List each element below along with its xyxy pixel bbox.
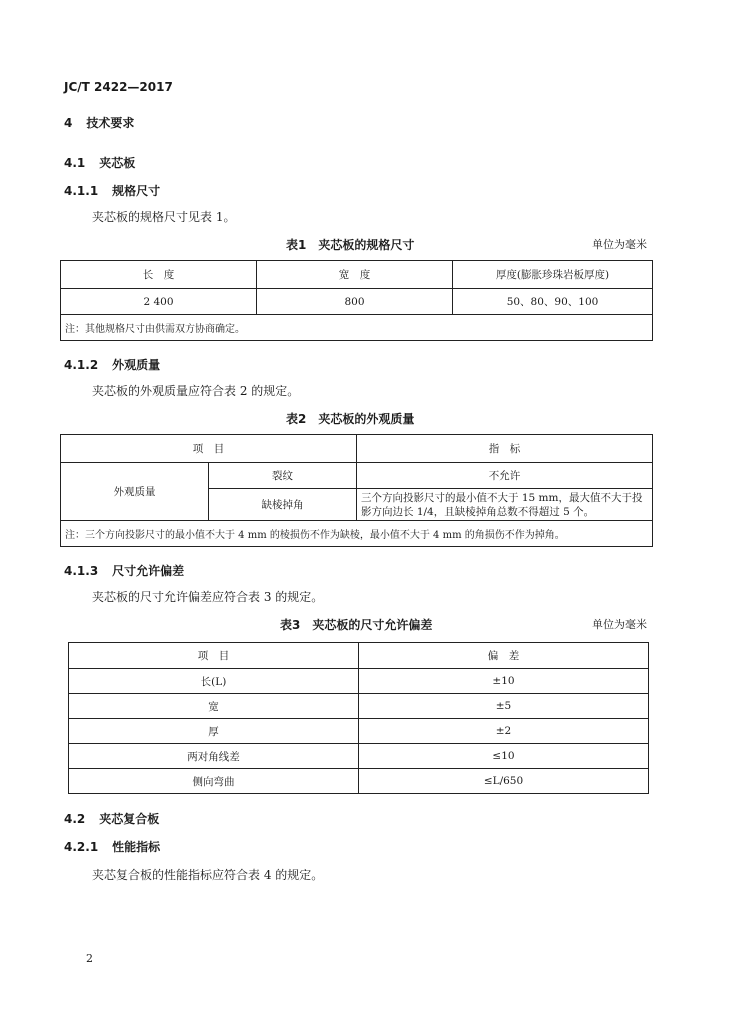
section-title: 规格尺寸 — [112, 184, 161, 198]
table2-caption: 表2 夹芯板的外观质量 — [286, 412, 415, 426]
section-title: 外观质量 — [112, 358, 161, 372]
table3-item: 两对角线差 — [69, 744, 359, 769]
section-number: 4.2 — [64, 812, 86, 826]
table3-item: 侧向弯曲 — [69, 769, 359, 794]
section-title: 性能指标 — [112, 840, 161, 854]
table3-caption: 表3 夹芯板的尺寸允许偏差 — [280, 618, 433, 632]
table2 — [60, 434, 653, 547]
table3-value: ≤10 — [359, 744, 649, 769]
table3-header-deviation: 偏 差 — [359, 643, 649, 669]
table2-header-index: 指 标 — [357, 435, 653, 463]
table3-item: 厚 — [69, 719, 359, 744]
table3-unit: 单位为毫米 — [592, 618, 647, 631]
section-number: 4 — [64, 116, 73, 130]
section-4-1-3-text: 夹芯板的尺寸允许偏差应符合表 3 的规定。 — [92, 590, 324, 604]
table2-item: 裂纹 — [209, 463, 357, 489]
table3-item: 长(L) — [69, 669, 359, 694]
table2-item: 缺棱掉角 — [209, 489, 357, 521]
section-4-1-3-heading — [64, 562, 184, 579]
table3-item: 宽 — [69, 694, 359, 719]
table1-cell: 50、80、90、100 — [453, 289, 653, 315]
section-number: 4.1 — [64, 156, 86, 170]
table1-note: 注：其他规格尺寸由供需双方协商确定。 — [61, 315, 653, 341]
table1-caption: 表1 夹芯板的规格尺寸 — [286, 238, 415, 252]
section-4-1-2-text: 夹芯板的外观质量应符合表 2 的规定。 — [92, 384, 300, 398]
table1-cell: 800 — [257, 289, 453, 315]
document-code: JC/T 2422—2017 — [64, 80, 173, 94]
table2-group-label: 外观质量 — [61, 463, 209, 521]
section-title: 技术要求 — [86, 116, 135, 130]
section-number: 4.2.1 — [64, 840, 99, 854]
table3-value: ±10 — [359, 669, 649, 694]
table3-value: ±2 — [359, 719, 649, 744]
table1-header-width: 宽 度 — [257, 261, 453, 289]
table1-header-length: 长 度 — [61, 261, 257, 289]
section-4-heading — [64, 114, 134, 131]
table1-unit: 单位为毫米 — [592, 238, 647, 251]
section-number: 4.1.2 — [64, 358, 99, 372]
table2-value: 三个方向投影尺寸的最小值不大于 15 mm，最大值不大于投影方向边长 1/4，且缺棱掉角总数不得超过 5 个。 — [357, 489, 653, 521]
section-4-2-heading — [64, 810, 159, 827]
section-number: 4.1.1 — [64, 184, 99, 198]
table1-cell: 2 400 — [61, 289, 257, 315]
section-4-1-1-heading — [64, 182, 160, 199]
section-4-1-heading — [64, 154, 135, 171]
section-4-2-1-heading — [64, 838, 160, 855]
section-title: 尺寸允许偏差 — [112, 564, 185, 578]
section-4-1-2-heading — [64, 356, 160, 373]
section-title: 夹芯复合板 — [99, 812, 160, 826]
section-4-2-1-text: 夹芯复合板的性能指标应符合表 4 的规定。 — [92, 868, 324, 882]
table3-value: ±5 — [359, 694, 649, 719]
section-number: 4.1.3 — [64, 564, 99, 578]
table3-value: ≤L/650 — [359, 769, 649, 794]
table3 — [68, 642, 649, 794]
table2-header-item: 项 目 — [61, 435, 357, 463]
table2-value: 不允许 — [357, 463, 653, 489]
table1 — [60, 260, 653, 341]
table1-header-thickness: 厚度(膨胀珍珠岩板厚度) — [453, 261, 653, 289]
section-title: 夹芯板 — [99, 156, 136, 170]
page-number: 2 — [86, 952, 93, 965]
table2-note: 注：三个方向投影尺寸的最小值不大于 4 mm 的棱损伤不作为缺棱，最小值不大于 4 mm 的角损伤不作为掉角。 — [61, 521, 653, 547]
table3-header-item: 项 目 — [69, 643, 359, 669]
section-4-1-1-text: 夹芯板的规格尺寸见表 1。 — [92, 210, 236, 224]
